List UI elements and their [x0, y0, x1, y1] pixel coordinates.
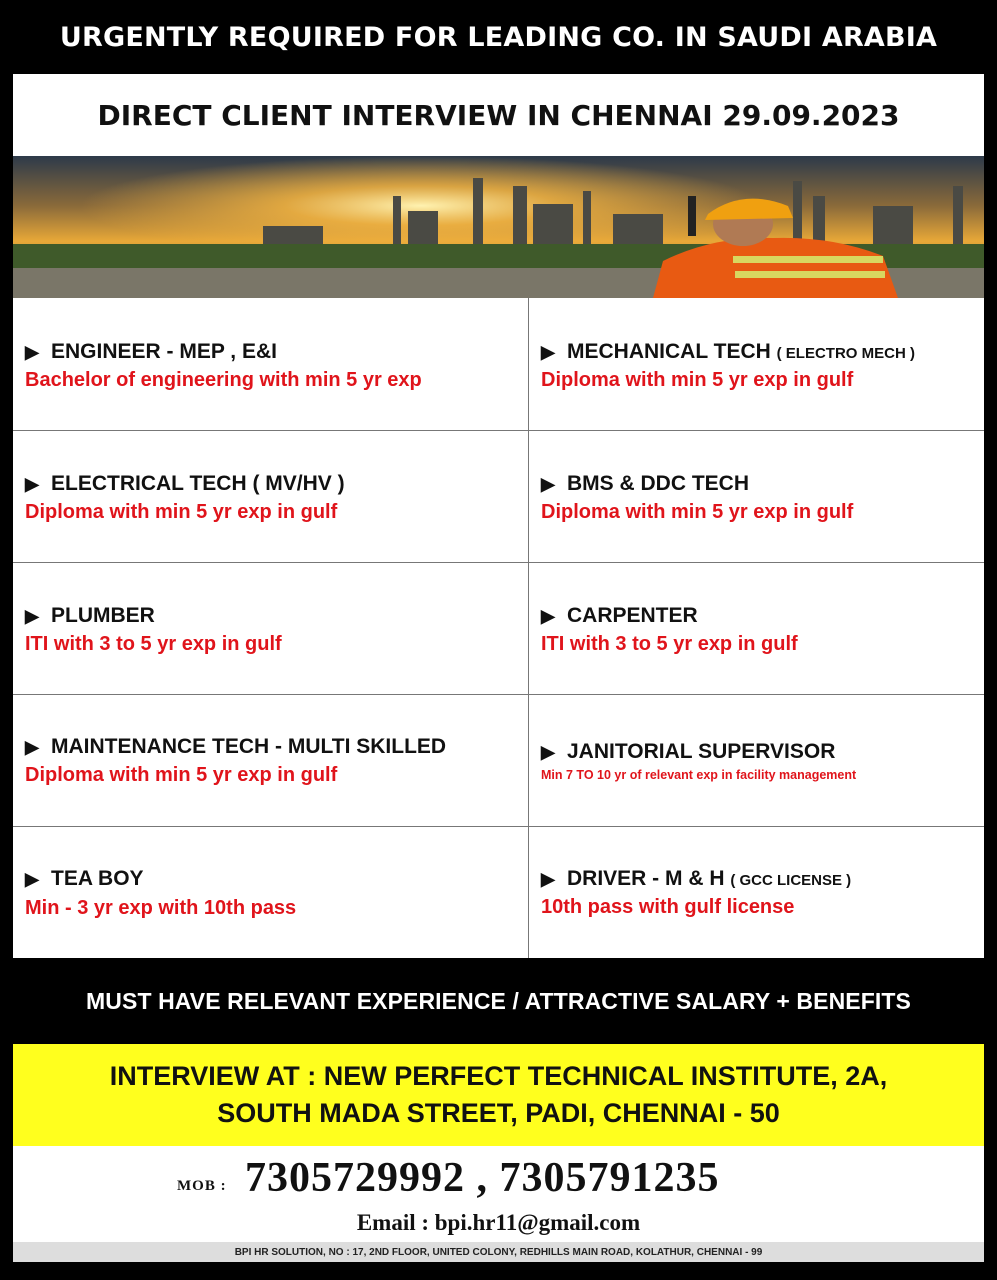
play-triangle-icon: ▶ [25, 869, 39, 889]
job-title [25, 472, 345, 496]
job-card [529, 431, 984, 563]
venue-line-1: INTERVIEW AT : NEW PERFECT TECHNICAL INSTITUTE, 2A, [109, 1061, 888, 1091]
job-title-text: ELECTRICAL TECH ( MV/HV ) [51, 472, 345, 495]
play-triangle-icon: ▶ [25, 342, 39, 362]
job-title-text: TEA BOY [51, 867, 144, 890]
job-card [13, 827, 529, 958]
job-title [541, 604, 698, 628]
play-triangle-icon: ▶ [541, 606, 555, 626]
job-title [541, 472, 749, 496]
job-requirement: Bachelor of engineering with min 5 yr exp [25, 369, 422, 391]
job-title-text: JANITORIAL SUPERVISOR [567, 740, 836, 763]
job-title [25, 735, 446, 759]
job-title-text: MECHANICAL TECH [567, 340, 771, 363]
venue-line-2: SOUTH MADA STREET, PADI, CHENNAI - 50 [217, 1098, 780, 1128]
email-address[interactable]: Email : bpi.hr11@gmail.com [356, 1210, 641, 1235]
job-title [25, 867, 144, 891]
job-title-text: MAINTENANCE TECH - MULTI SKILLED [51, 735, 447, 758]
job-listings-grid [13, 298, 984, 958]
company-address-footer: BPI HR SOLUTION, NO : 17, 2ND FLOOR, UNITED COLONY, REDHILLS MAIN ROAD, KOLATHUR, CHENNAI - 99 [13, 1242, 984, 1262]
job-card [13, 563, 529, 695]
interview-date-banner: DIRECT CLIENT INTERVIEW IN CHENNAI 29.09.2023 [13, 74, 984, 156]
job-requirement: Diploma with min 5 yr exp in gulf [25, 501, 338, 523]
venue-box [13, 1044, 984, 1146]
play-triangle-icon: ▶ [25, 474, 39, 494]
job-requirement: Diploma with min 5 yr exp in gulf [25, 764, 338, 786]
mobile-numbers[interactable]: 7305729992 , 7305791235 [245, 1155, 720, 1201]
job-requirement: ITI with 3 to 5 yr exp in gulf [541, 633, 798, 655]
play-triangle-icon: ▶ [541, 742, 555, 762]
job-title [541, 740, 835, 764]
headline: URGENTLY REQUIRED FOR LEADING CO. IN SAUDI ARABIA [59, 21, 938, 53]
job-card [529, 827, 984, 958]
job-title [541, 340, 915, 364]
job-card [529, 298, 984, 431]
job-title-note: ( ELECTRO MECH ) [776, 345, 915, 362]
job-requirement: Diploma with min 5 yr exp in gulf [541, 369, 854, 391]
mobile-label: MOB : [177, 1178, 227, 1194]
job-card [13, 431, 529, 563]
job-title [541, 867, 851, 891]
job-title-text: PLUMBER [51, 604, 155, 627]
job-title-note: ( GCC LICENSE ) [730, 872, 852, 889]
job-title [25, 340, 277, 364]
job-requirement: Diploma with min 5 yr exp in gulf [541, 501, 854, 523]
job-card [13, 695, 529, 827]
job-requirement: ITI with 3 to 5 yr exp in gulf [25, 633, 282, 655]
contact-section [13, 1146, 984, 1242]
job-title-text: BMS & DDC TECH [567, 472, 749, 495]
play-triangle-icon: ▶ [541, 869, 555, 889]
job-title [25, 604, 155, 628]
job-card [529, 695, 984, 827]
job-card [529, 563, 984, 695]
play-triangle-icon: ▶ [541, 474, 555, 494]
job-requirement: 10th pass with gulf license [541, 896, 795, 918]
benefits-banner: MUST HAVE RELEVANT EXPERIENCE / ATTRACTIVE SALARY + BENEFITS [86, 987, 911, 1014]
job-title-text: ENGINEER - MEP , E&I [51, 340, 277, 363]
play-triangle-icon: ▶ [541, 342, 555, 362]
job-title-text: CARPENTER [567, 604, 698, 627]
play-triangle-icon: ▶ [25, 737, 39, 757]
job-card [13, 298, 529, 431]
job-requirement: Min - 3 yr exp with 10th pass [25, 897, 297, 919]
job-title-text: DRIVER - M & H [567, 867, 725, 890]
refinery-worker-photo [13, 156, 984, 298]
play-triangle-icon: ▶ [25, 606, 39, 626]
job-requirement: Min 7 TO 10 yr of relevant exp in facility management [541, 768, 857, 782]
